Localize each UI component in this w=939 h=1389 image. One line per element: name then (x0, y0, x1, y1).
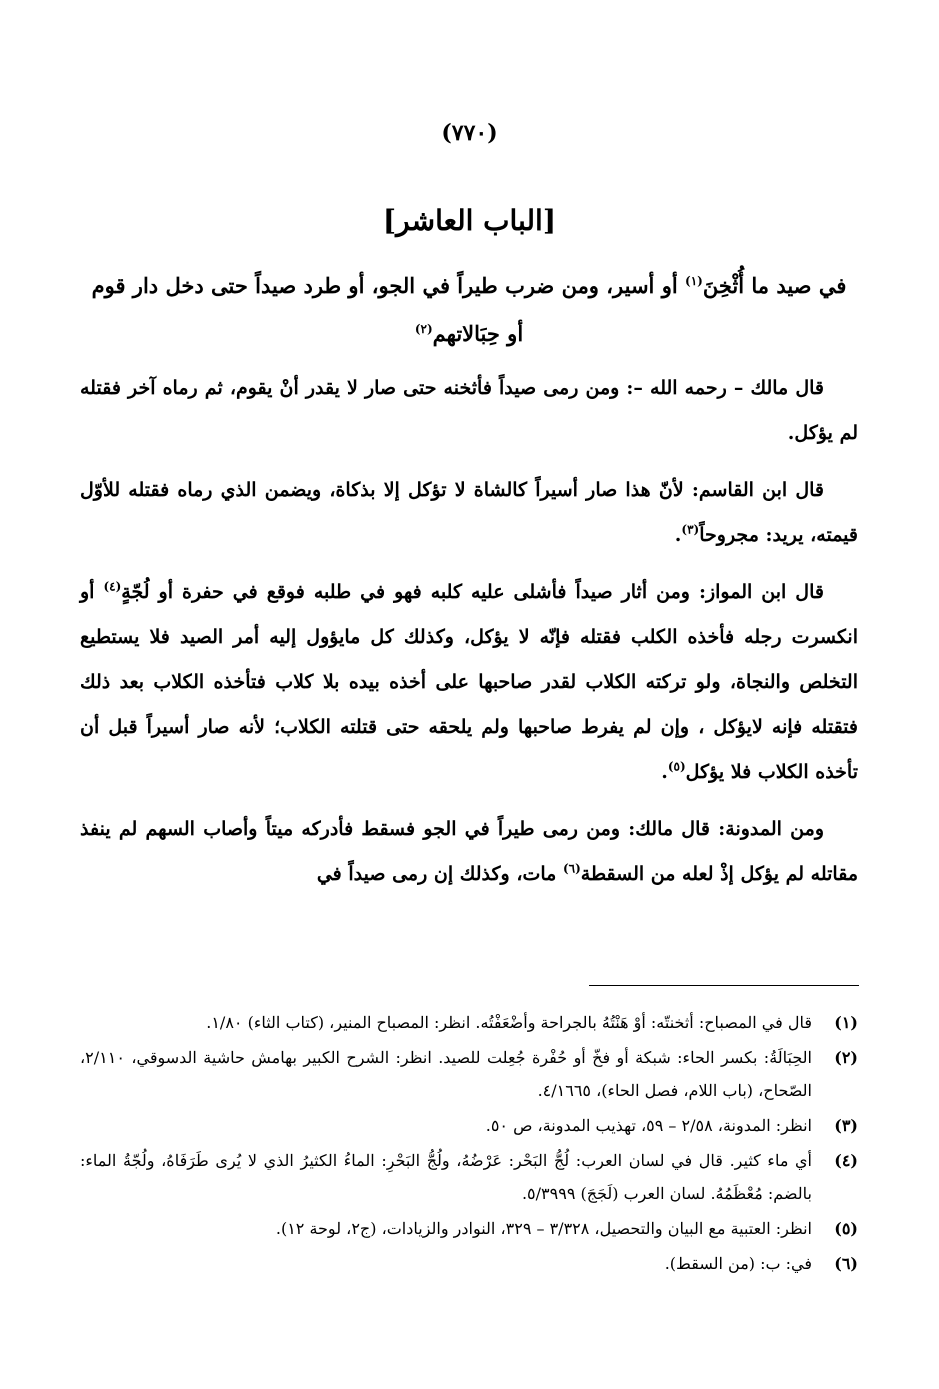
footnote-text: الحِبَالَةُ: بكسر الحاء: شبكة أو فخّ أو حُفْرة جُعِلت للصيد. انظر: الشرح الكبير بهامش حاشية الدسوقي، ٢/١١٠، الصّحاح، (باب اللام، فصل الحاء)، ٤/١٦٦٥. (80, 1048, 812, 1100)
footnote-ref: (٣) (681, 522, 700, 537)
paragraph (80, 570, 858, 795)
subtitle-text: في صيد ما أُثْخِنَ (702, 273, 847, 298)
footnote-ref: (٦) (562, 861, 581, 876)
footnote-ref: (٥) (667, 759, 686, 774)
footnote-separator (589, 985, 859, 986)
chapter-title: [الباب العاشر] (382, 204, 557, 237)
footnote-number: (١) (834, 1013, 858, 1032)
paragraph (80, 468, 858, 558)
footnote-number: (٣) (834, 1116, 858, 1135)
footnote-text: أي ماء كثير. قال في لسان العرب: لُجُّ البَحْر: عَرْضُهُ، ولُجُّ البَحْرِ: الماءُ الكثيرُ الذي لا يُرى طَرَفَاهُ، ولُجّةُ الماء: بالضم: مُعْظَمُهُ. لسان العرب (لَجَجَ) ٥/٣٩٩٩. (80, 1151, 812, 1203)
footnote-number: (٥) (834, 1219, 858, 1238)
footnote-text: في: ب: (من السقط). (664, 1254, 812, 1273)
footnotes (80, 1006, 858, 1282)
footnote (80, 1109, 858, 1142)
paragraph-text: مات، وكذلك إن رمى صيداً في (316, 863, 563, 885)
body-text (80, 366, 858, 909)
footnote-number: (٢) (834, 1048, 858, 1067)
footnote-text: قال في المصباح: أثخنتّه: أوْ هَنْتُهُ بالجراحة وأضْعَفْتُه. انظر: المصباح المنير، (كتاب الثاء) ١/٨٠. (206, 1013, 812, 1032)
footnote (80, 1006, 858, 1039)
footnote (80, 1144, 858, 1210)
footnote (80, 1247, 858, 1280)
paragraph (80, 807, 858, 897)
footnote-text: انظر: العتبية مع البيان والتحصيل، ٣/٣٢٨ – ٣٢٩، النوادر والزيادات، (ج٢، لوحة ١٢). (275, 1219, 812, 1238)
paragraph (80, 366, 858, 456)
paragraph-text: ومن المدونة: قال مالك: ومن رمى طيراً في الجو فسقط فأدركه ميتاً وأصاب السهم لم ينفذ مقاتله لم يؤكل إذْ لعله من السقطة (80, 818, 858, 885)
footnote-number: (٤) (834, 1151, 858, 1170)
subtitle-text: أو أسير، ومن ضرب طيراً في الجو، أو طرد صيداً حتى دخل دار قوم أو حِبَالاتهم (91, 273, 685, 346)
paragraph-text: أو انكسرت رجله فأخذه الكلب فقتله فإنّه لا يؤكل، وكذلك كل مايؤول إليه أمر الصيد فلا يستطيع التخلص والنجاة، ولو تركته الكلاب لقدر صاحبها على أخذه بيده بلا كلاب فتأخذه الكلاب بعد ذلك فتقتله فإنه لايؤكل ، وإن لم يفرط صاحبها ولم يلحقه حتى قتلته الكلاب؛ لأنه صار أسيراً قبل أن تأخذه الكلاب فلا يؤكل (80, 581, 858, 783)
footnote-ref: (١) (685, 274, 703, 288)
paragraph-text: . (674, 524, 682, 546)
chapter-subtitle (80, 262, 858, 358)
paragraph-text: قال ابن المواز: ومن أثار صيداً فأشلى عليه كلبه فهو في طلبه فوقع في حفرة أو لُجّةٍ (121, 581, 824, 603)
paragraph-text: . (661, 761, 668, 783)
page-number: (٧٧٠) (441, 120, 498, 146)
footnote (80, 1041, 858, 1107)
footnote-number: (٦) (834, 1254, 858, 1273)
footnote-ref: (٤) (103, 579, 122, 594)
paragraph-text: قال ابن القاسم: لأنّ هذا صار أسيراً كالشاة لا تؤكل إلا بذكاة، ويضمن الذي رماه فقتله للأوّل قيمته، يريد: مجروحاً (80, 479, 858, 546)
footnote-text: انظر: المدونة، ٢/٥٨ – ٥٩، تهذيب المدونة، ص ٥٠. (485, 1116, 812, 1135)
paragraph-text: قال مالك – رحمه الله –: ومن رمى صيداً فأثخنه حتى صار لا يقدر أنْ يقوم، ثم رماه آخر فقتله لم يؤكل. (80, 377, 858, 444)
footnote-ref: (٢) (414, 322, 433, 336)
footnote (80, 1212, 858, 1245)
